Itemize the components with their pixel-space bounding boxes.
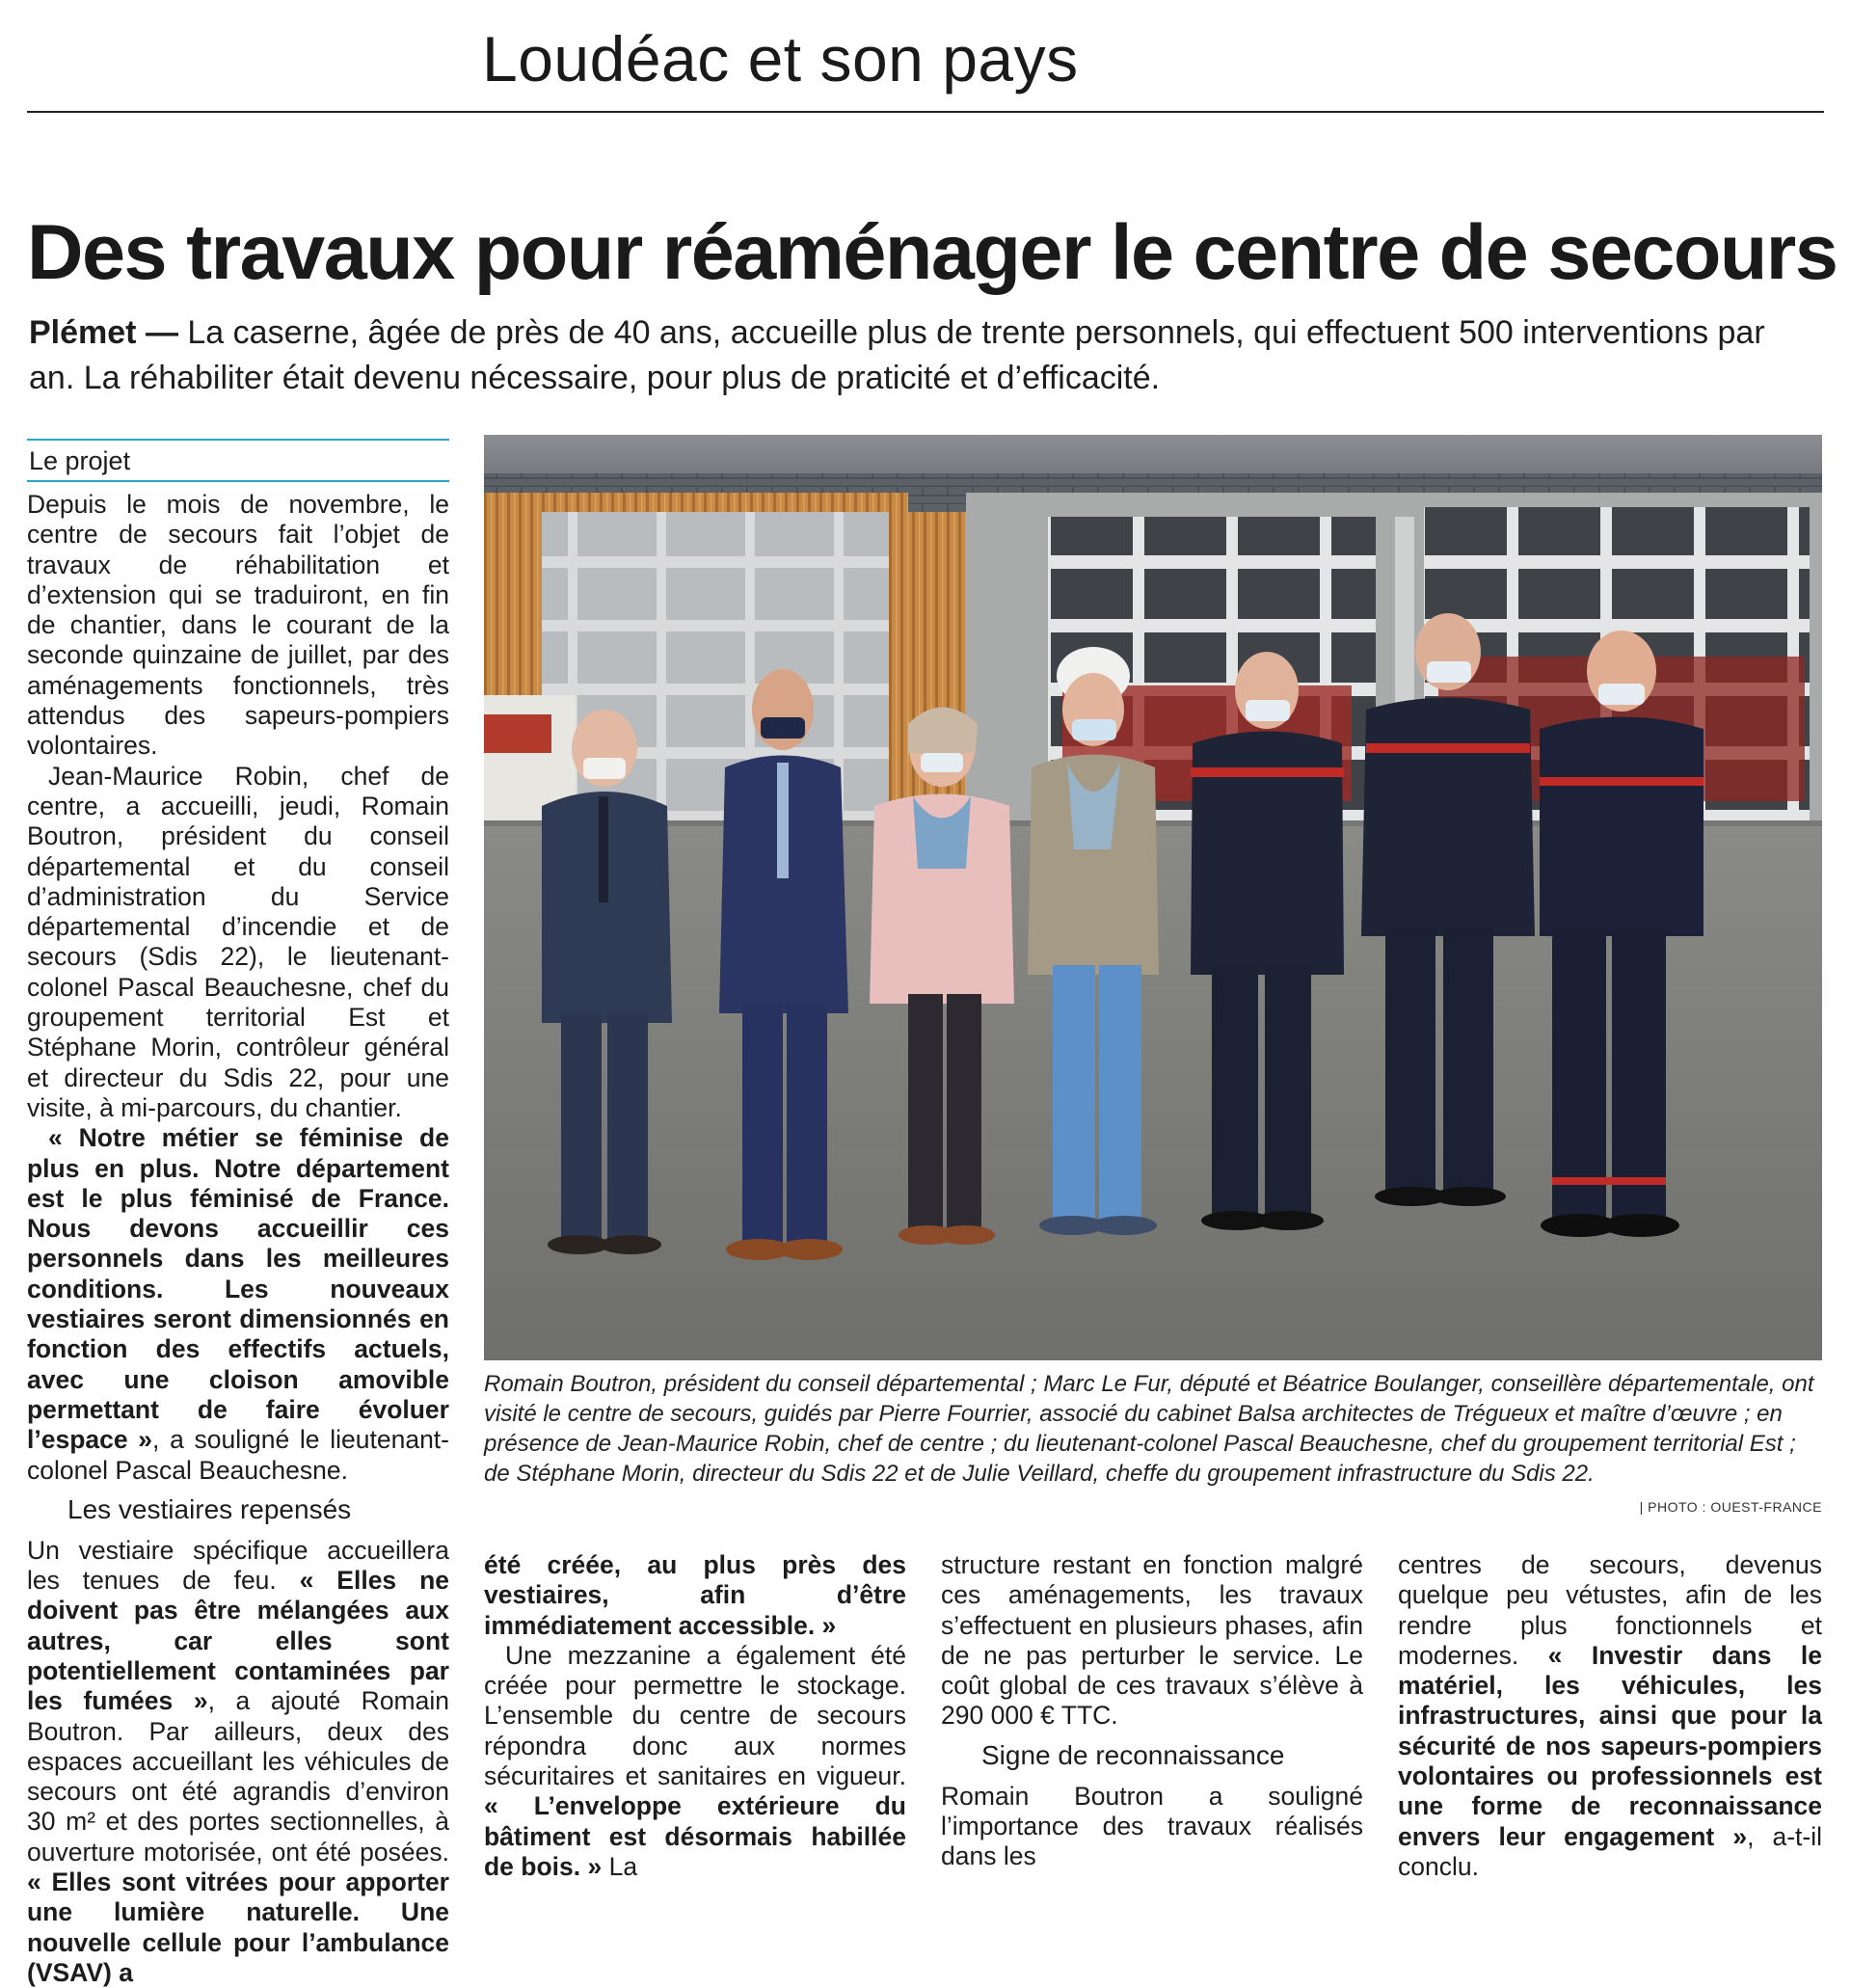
article-column-2 xyxy=(484,1550,906,1882)
paragraph-text: , a souligné le lieutenant-colonel Pascal Beauchesne. xyxy=(27,1425,449,1485)
section-title: Loudéac et son pays xyxy=(482,23,1079,94)
paragraph-text: centres de secours, devenus quelque peu vétustes, afin de les rendre plus fonctionnels et modernes. xyxy=(1398,1550,1822,1670)
quote: « L’enveloppe extérieure du bâtiment est désormais habillée de bois. » xyxy=(484,1791,906,1881)
paragraph-text: La xyxy=(602,1851,638,1881)
quote: « Elles ne doivent pas être mélangées aux autres, car elles sont potentiellement contaminées par les fumées » xyxy=(27,1566,449,1716)
kicker-box xyxy=(27,439,449,482)
paragraph: Depuis le mois de novembre, le centre de secours fait l’objet de travaux de réhabilitation et d’extension qui se traduiront, en fin de chantier, dans le courant de la seconde quinzaine de juillet, par des aménagements fonctionnels, très attendus des sapeurs-pompiers volontaires. xyxy=(27,490,449,761)
quote: été créée, au plus près des vestiaires, afin d’être immédiatement accessible. » xyxy=(484,1550,906,1640)
standfirst-text: La caserne, âgée de près de 40 ans, accueille plus de trente personnels, qui effectuent 500 interventions par an. La réhabiliter était devenu nécessaire, pour plus de praticité et d’efficacité. xyxy=(29,314,1765,396)
paragraph xyxy=(1398,1550,1822,1882)
article-photo xyxy=(484,435,1822,1360)
paragraph: Jean-Maurice Robin, chef de centre, a accueilli, jeudi, Romain Boutron, président du conseil départemental et du conseil d’administration du Service départemental d’incendie et de secours (Sdis 22), le lieutenant-colonel Pascal Beauchesne, chef du groupement territorial Est et Stéphane Morin, contrôleur général et directeur du Sdis 22, pour une visite, à mi-parcours, du chantier. xyxy=(27,761,449,1122)
kicker: Le projet xyxy=(29,446,131,475)
paragraph xyxy=(484,1550,906,1641)
article-column-4 xyxy=(1398,1550,1822,1882)
paragraph: Romain Boutron a souligné l’importance des travaux réalisés dans les xyxy=(941,1781,1363,1871)
subhead-vestiaires: Les vestiaires repensés xyxy=(67,1493,352,1524)
standfirst xyxy=(29,310,1812,401)
article-column-3 xyxy=(941,1550,1363,1872)
headline: Des travaux pour réaménager le centre de secours xyxy=(27,209,1838,296)
paragraph-text: Un vestiaire spécifique accueillera les tenues de feu. xyxy=(27,1535,449,1596)
photo-illustration xyxy=(484,435,1822,1360)
paragraph xyxy=(484,1641,906,1882)
quote: « Elles sont vitrées pour apporter une lumière naturelle. Une nouvelle cellule pour l’ambulance (VSAV) a xyxy=(27,1867,449,1987)
article-column-1 xyxy=(27,439,449,1988)
section-divider xyxy=(27,111,1824,113)
paragraph-text: Une mezzanine a également été créée pour permettre le stockage. L’ensemble du centre de secours répondra donc aux normes sécuritaires et sanitaires en vigueur. xyxy=(484,1640,906,1791)
paragraph xyxy=(27,1536,449,1988)
photo-credit: | PHOTO : OUEST-FRANCE xyxy=(1639,1499,1822,1515)
paragraph-text: , a ajouté Romain Boutron. Par ailleurs, deux des espaces accueillant les véhicules de secours ont été agrandis d’environ 30 m² et des portes sectionnelles, à ouverture motorisée, ont été posées. xyxy=(27,1686,449,1867)
quote: « Investir dans le matériel, les véhicules, les infrastructures, ainsi que pour la sécurité de nos sapeurs-pompiers volontaires ou professionnels est une forme de reconnaissance envers leur engagement » xyxy=(1398,1640,1822,1851)
standfirst-place: Plémet — xyxy=(29,314,178,351)
paragraph: structure restant en fonction malgré ces aménagements, les travaux s’effectuent en plusieurs phases, afin de ne pas perturber le service. Le coût global de ces travaux s’élève à 290 000 € TTC. xyxy=(941,1550,1363,1731)
quote: « Notre métier se féminise de plus en plus. Notre département est le plus féminisé de France. Nous devons accueillir ces personnels dans les meilleures conditions. Les nouveaux vestiaires seront dimensionnés en fonction des effectifs actuels, avec une cloison amovible permettant de faire évoluer l’espace » xyxy=(27,1123,449,1455)
photo-caption: Romain Boutron, président du conseil départemental ; Marc Le Fur, député et Béatrice Boulanger, conseillère départementale, ont visité le centre de secours, guidés par Pierre Fourrier, associé du cabinet Balsa architectes de Trégueux et maître d’œuvre ; en présence de Jean-Maurice Robin, chef de centre ; du lieutenant-colonel Pascal Beauchesne, chef du groupement territorial Est ; de Stéphane Morin, directeur du Sdis 22 et de Julie Veillard, cheffe du groupement infrastructure du Sdis 22. xyxy=(484,1371,1814,1487)
paragraph-text: , a-t-il conclu. xyxy=(1398,1821,1823,1881)
subhead-reconnaissance: Signe de reconnaissance xyxy=(981,1739,1285,1770)
paragraph xyxy=(27,1123,449,1486)
